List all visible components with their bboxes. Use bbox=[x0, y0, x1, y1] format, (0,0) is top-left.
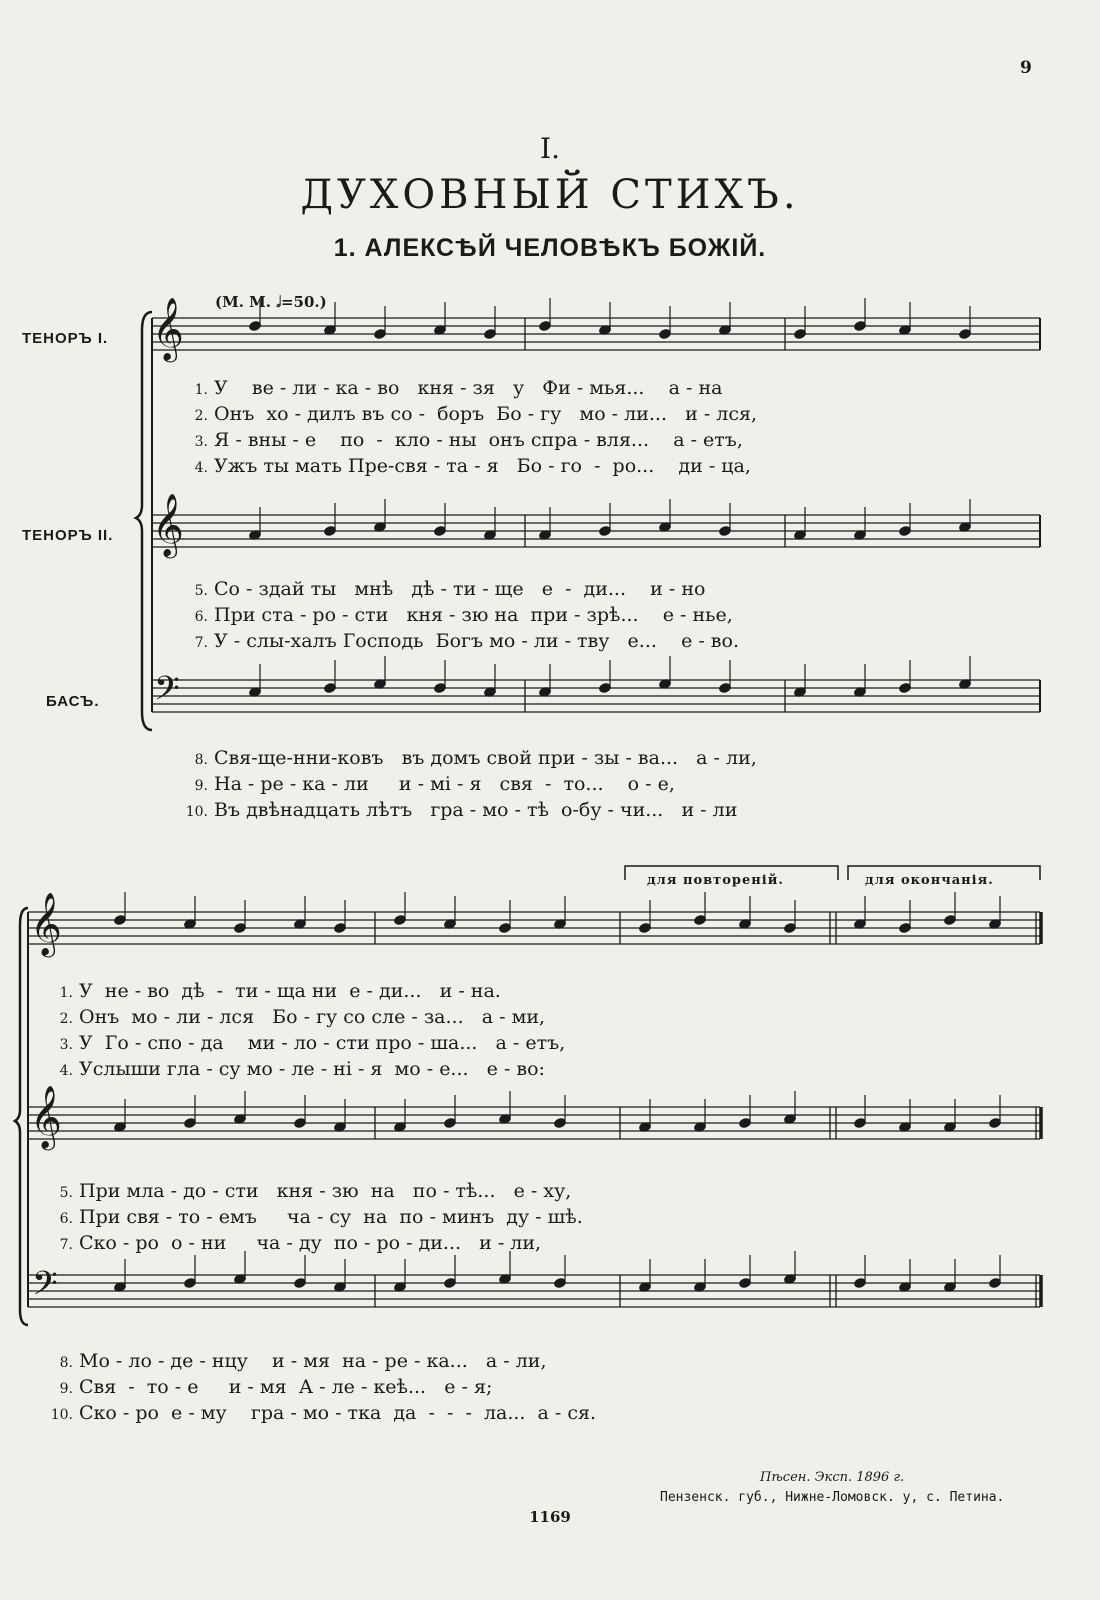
verse-number: 7. bbox=[194, 635, 208, 651]
verse-number: 2. bbox=[194, 408, 208, 424]
lyric-line bbox=[180, 377, 722, 399]
verse-text: Услыши гла - су мо - ле - ні - я мо - е... е - во: bbox=[79, 1058, 545, 1080]
section-numeral: I. bbox=[540, 132, 560, 165]
ending-bracket bbox=[848, 866, 1040, 880]
lyric-line bbox=[45, 980, 501, 1002]
tempo-marking: (М. М. 𝅗𝅥=50.) bbox=[215, 293, 327, 311]
repeat-bracket bbox=[625, 866, 838, 880]
page-number: 9 bbox=[1020, 58, 1032, 78]
verse-text: Въ двѣнадцать лѣтъ гра - мо - тѣ о-бу - чи... и - ли bbox=[214, 799, 738, 821]
verse-number: 8. bbox=[59, 1355, 73, 1371]
verse-number: 2. bbox=[59, 1011, 73, 1027]
lyric-line bbox=[180, 429, 743, 451]
lyric-line bbox=[45, 1058, 545, 1080]
staff bbox=[28, 912, 1040, 944]
verse-number: 8. bbox=[194, 752, 208, 768]
verse-number: 5. bbox=[59, 1185, 73, 1201]
lyric-line bbox=[180, 403, 757, 425]
verse-text: При свя - то - емъ ча - су на по - минъ ду - шѣ. bbox=[79, 1206, 583, 1228]
treble-clef-icon: 𝄞 bbox=[30, 1085, 62, 1148]
verse-number: 4. bbox=[59, 1063, 73, 1079]
lyric-line bbox=[45, 1006, 545, 1028]
song-title: 1. АЛЕКСѢЙ ЧЕЛОВѢКЪ БОЖІЙ. bbox=[333, 234, 767, 262]
part-label-tenor1: ТЕНОРЪ I. bbox=[22, 330, 109, 347]
verse-text: На - ре - ка - ли и - мі - я свя - то... о - е, bbox=[214, 773, 675, 795]
verse-number: 6. bbox=[194, 609, 208, 625]
lyric-line bbox=[180, 773, 675, 795]
verse-text: Онъ мо - ли - лся Бо - гу со сле - за... а - ми, bbox=[79, 1006, 546, 1028]
verse-text: Ужъ ты мать Пре-свя - та - я Бо - го - ро... ди - ца, bbox=[214, 455, 751, 477]
staff bbox=[28, 1107, 1040, 1139]
source-citation: Пѣсен. Эксп. 1896 г. bbox=[760, 1470, 905, 1485]
verse-text: При ста - ро - сти кня - зю на при - зрѣ... е - нье, bbox=[214, 604, 733, 626]
verse-text: У Го - спо - да ми - ло - сти про - ша... а - етъ, bbox=[79, 1032, 566, 1054]
verse-text: Со - здай ты мнѣ дѣ - ти - ще е - ди... и - но bbox=[214, 578, 706, 600]
verse-number: 7. bbox=[59, 1237, 73, 1253]
collection-number: 1169 bbox=[529, 1508, 571, 1526]
verse-number: 9. bbox=[194, 778, 208, 794]
page-title: ДУХОВНЫЙ СТИХЪ. bbox=[300, 172, 800, 218]
part-label-tenor2: ТЕНОРЪ II. bbox=[22, 527, 114, 544]
staff bbox=[28, 1275, 1040, 1307]
lyric-line bbox=[45, 1402, 596, 1424]
system-brace bbox=[15, 908, 28, 1325]
lyric-line bbox=[45, 1032, 565, 1054]
lyric-line bbox=[180, 799, 737, 821]
lyric-line bbox=[45, 1180, 571, 1202]
lyric-line bbox=[45, 1350, 547, 1372]
verse-number: 3. bbox=[59, 1037, 73, 1053]
verse-text: Свя - то - е и - мя А - ле - кеѣ... е - я; bbox=[79, 1376, 493, 1398]
source-location: Пензенск. губ., Нижне-Ломовск. у, с. Петина. bbox=[660, 1490, 1005, 1505]
verse-number: 10. bbox=[50, 1407, 73, 1423]
verse-number: 9. bbox=[59, 1381, 73, 1397]
lyric-line bbox=[180, 747, 757, 769]
bass-clef-icon: 𝄢 bbox=[154, 670, 180, 716]
lyric-line bbox=[180, 630, 739, 652]
part-label-bass: БАСЪ. bbox=[46, 693, 100, 710]
verse-text: Ско - ро о - ни ча - ду по - ро - ди... и - ли, bbox=[79, 1232, 542, 1254]
lyric-line bbox=[45, 1206, 583, 1228]
system-brace bbox=[136, 312, 152, 730]
verse-number: 10. bbox=[185, 804, 208, 820]
lyric-line bbox=[45, 1232, 541, 1254]
verse-number: 3. bbox=[194, 434, 208, 450]
verse-text: У - слы-халъ Господь Богъ мо - ли - тву е... е - во. bbox=[214, 630, 739, 652]
ending-bracket-label: для окончанія. bbox=[865, 873, 994, 888]
verse-text: Онъ хо - дилъ въ со - боръ Бо - гу мо - ли... и - лся, bbox=[214, 403, 758, 425]
lyric-line bbox=[180, 604, 733, 626]
verse-number: 5. bbox=[194, 583, 208, 599]
verse-text: Свя-ще-нни-ковъ въ домъ свой при - зы - ва... а - ли, bbox=[214, 747, 757, 769]
lyric-line bbox=[180, 578, 705, 600]
verse-text: Мо - ло - де - нцу и - мя на - ре - ка... а - ли, bbox=[79, 1350, 547, 1372]
treble-clef-icon: 𝄞 bbox=[152, 493, 184, 556]
lyric-line bbox=[180, 455, 751, 477]
lyric-line bbox=[45, 1376, 492, 1398]
verse-text: Я - вны - е по - кло - ны онъ спра - вля... а - етъ, bbox=[214, 429, 743, 451]
treble-clef-icon: 𝄞 bbox=[152, 297, 184, 360]
verse-text: Ско - ро е - му гра - мо - тка да - - - ла... а - ся. bbox=[79, 1402, 597, 1424]
verse-number: 1. bbox=[59, 985, 73, 1001]
verse-text: У ве - ли - ка - во кня - зя у Фи - мья... а - на bbox=[214, 377, 723, 399]
verse-number: 1. bbox=[194, 382, 208, 398]
verse-number: 4. bbox=[194, 460, 208, 476]
verse-text: У не - во дѣ - ти - ща ни е - ди... и - на. bbox=[79, 980, 501, 1002]
verse-text: При мла - до - сти кня - зю на по - тѣ... е - ху, bbox=[79, 1180, 572, 1202]
bass-clef-icon: 𝄢 bbox=[32, 1265, 58, 1311]
treble-clef-icon: 𝄞 bbox=[30, 892, 62, 955]
repeat-bracket-label: для повтореній. bbox=[647, 873, 784, 888]
verse-number: 6. bbox=[59, 1211, 73, 1227]
